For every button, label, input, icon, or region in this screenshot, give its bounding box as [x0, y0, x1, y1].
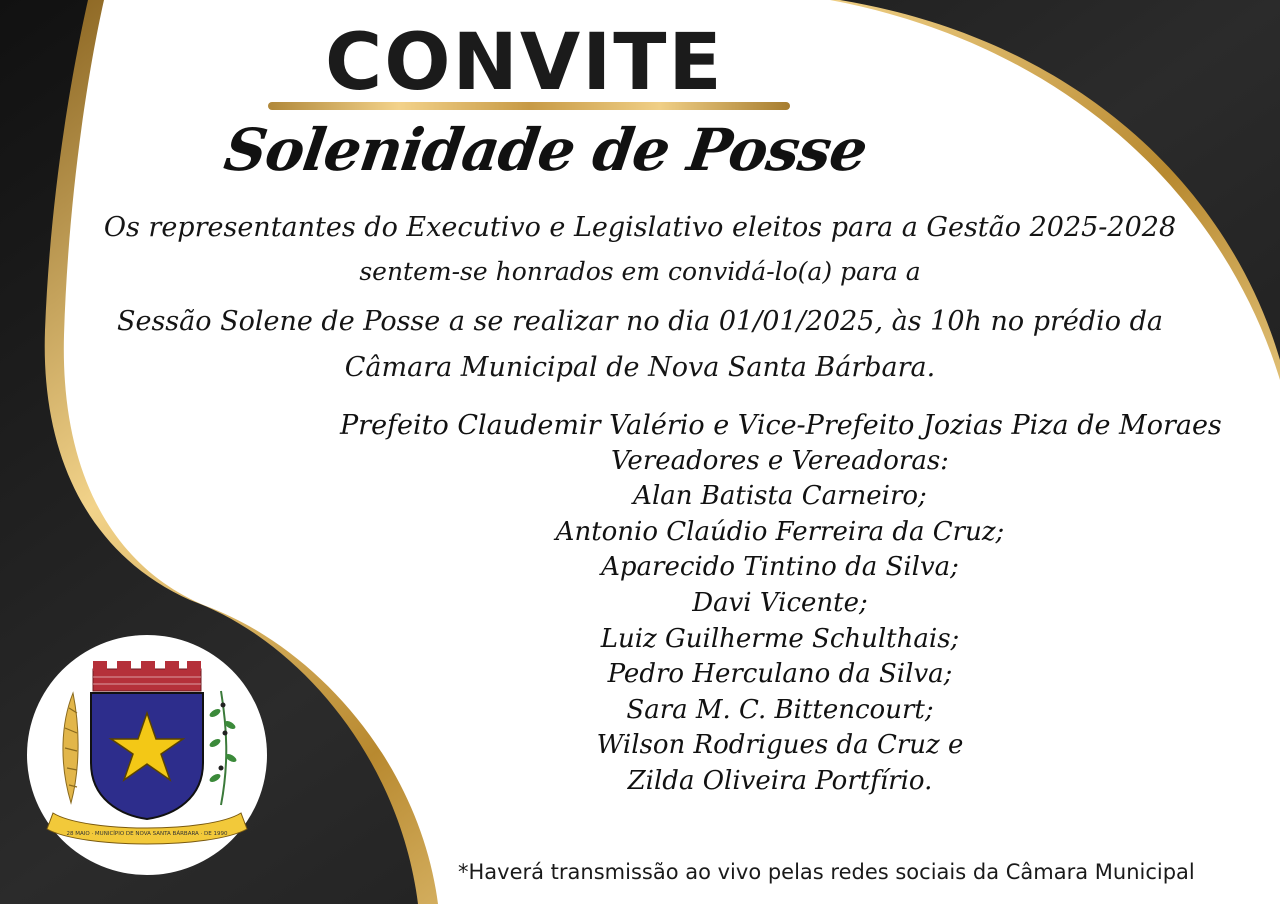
councillor-name: Pedro Herculano da Silva; — [607, 659, 953, 690]
councillor-name: Aparecido Tintino da Silva; — [601, 552, 959, 583]
coat-of-arms-emblem — [25, 633, 270, 878]
councillor-name: Wilson Rodrigues da Cruz e — [596, 730, 964, 761]
councillor-name: Antonio Claúdio Ferreira da Cruz; — [555, 516, 1005, 547]
intro-line-4: Câmara Municipal de Nova Santa Bárbara. — [344, 352, 936, 383]
councillor-name: Zilda Oliveira Portfírio. — [627, 765, 933, 796]
intro-line-1: Os representantes do Executivo e Legislativo eleitos para a Gestão 2025-2028 — [103, 212, 1177, 243]
signatories-list — [340, 408, 1220, 800]
intro-line-3: Sessão Solene de Posse a se realizar no dia 01/01/2025, às 10h no prédio da — [116, 306, 1164, 337]
broadcast-note: *Haverá transmissão ao vivo pelas redes sociais da Câmara Municipal — [458, 860, 1195, 884]
councillor-name: Davi Vicente; — [692, 587, 868, 618]
mayor-line: Prefeito Claudemir Valério e Vice-Prefeito Jozias Piza de Moraes — [340, 410, 1222, 441]
ribbon-text: 28 MAIO · MUNICÍPIO DE NOVA SANTA BÁRBARA · DE 1990 — [66, 831, 228, 837]
councillor-name: Sara M. C. Bittencourt; — [626, 694, 934, 725]
councillor-name: Alan Batista Carneiro; — [633, 481, 927, 512]
councillor-name: Luiz Guilherme Schulthais; — [600, 623, 960, 654]
councillors-heading: Vereadores e Vereadoras: — [611, 445, 949, 476]
invitation-subtitle: Solenidade de Posse — [220, 116, 871, 184]
intro-line-2: sentem-se honrados em convidá-lo(a) para a — [359, 257, 921, 286]
invitation-title: CONVITE — [325, 18, 724, 108]
